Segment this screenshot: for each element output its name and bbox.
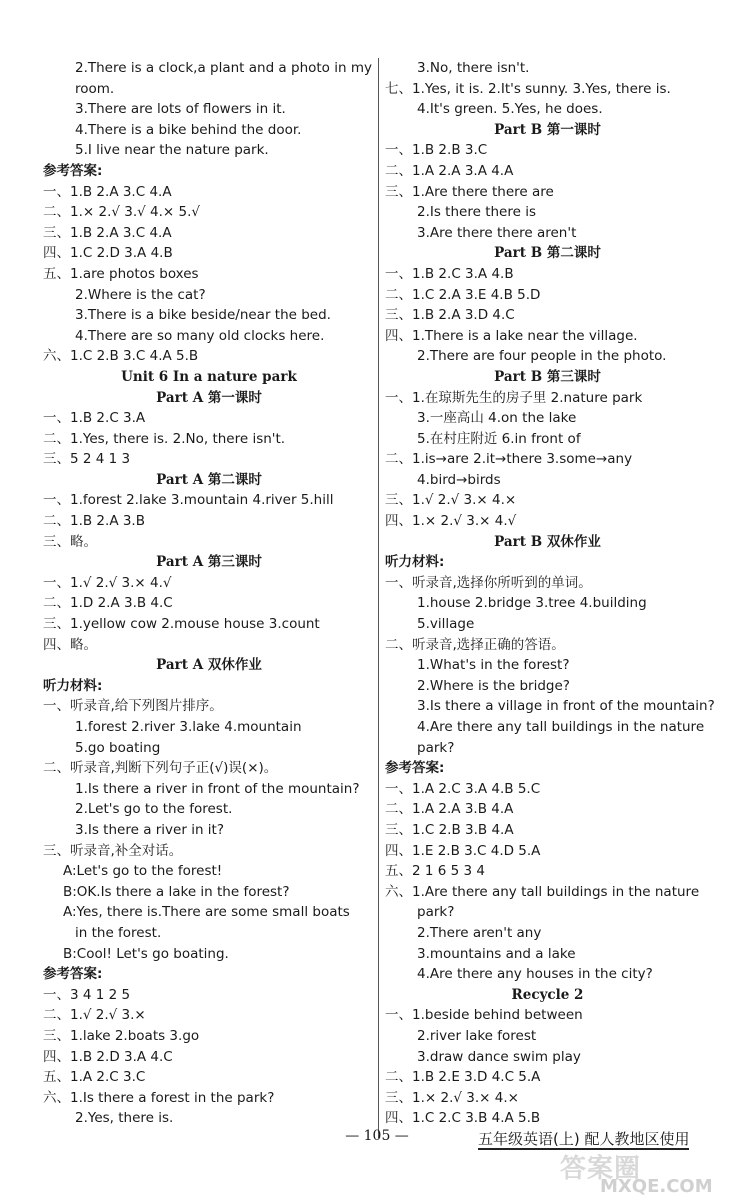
answer-line: 2.There is a clock,a plant and a photo in my <box>75 60 372 76</box>
column-divider <box>378 58 379 1138</box>
answer-line: 一、听录音,给下列图片排序。 <box>43 698 223 715</box>
answer-line: 一、1.√ 2.√ 3.× 4.√ <box>43 574 172 591</box>
answer-line: 三、1.Are there there are <box>385 183 554 200</box>
answer-line: 三、1.B 2.A 3.D 4.C <box>385 307 515 324</box>
answer-line: 三、1.C 2.B 3.B 4.A <box>385 821 514 838</box>
answer-line: 二、听录音,选择正确的答语。 <box>385 636 565 653</box>
section-heading: Part B 第三课时 <box>494 368 601 385</box>
answer-line: 2.river lake forest <box>417 1027 537 1044</box>
answer-line: A:Yes, there is.There are some small boats <box>63 904 350 921</box>
section-heading: Part A 双休作业 <box>156 657 262 674</box>
answer-line: 三、1.B 2.A 3.C 4.A <box>43 224 172 241</box>
answer-line: 五、1.A 2.C 3.C <box>43 1069 146 1086</box>
answer-line: 2.Let's go to the forest. <box>75 801 233 818</box>
answer-line: 三、1.yellow cow 2.mouse house 3.count <box>43 616 320 633</box>
answer-line: park? <box>417 904 455 921</box>
watermark-site: MXQE.COM <box>600 1176 713 1197</box>
answer-line: B:OK.Is there a lake in the forest? <box>63 883 290 900</box>
answer-line: 六、1.C 2.B 3.C 4.A 5.B <box>43 348 199 365</box>
answer-line: 5.go boating <box>75 739 161 756</box>
answer-line: park? <box>417 739 455 756</box>
left-column <box>43 58 375 1129</box>
answer-line: 一、1.forest 2.lake 3.mountain 4.river 5.hill <box>43 492 334 509</box>
answer-line: 一、1.A 2.C 3.A 4.B 5.C <box>385 780 541 797</box>
answer-line: 四、1.C 2.D 3.A 4.B <box>43 245 173 262</box>
answer-line: 3.Is there a village in front of the mountain? <box>417 698 715 715</box>
answer-line: 四、1.× 2.√ 3.× 4.√ <box>385 513 517 530</box>
answer-line: 听力材料: <box>43 677 103 694</box>
right-column <box>385 58 715 1129</box>
answer-line: 二、1.√ 2.√ 3.× <box>43 1007 146 1024</box>
section-heading: Recycle 2 <box>511 986 584 1003</box>
answer-line: 3.There is a bike beside/near the bed. <box>75 307 331 324</box>
section-heading: Unit 6 In a nature park <box>121 368 297 385</box>
section-heading: Part A 第一课时 <box>156 389 262 406</box>
answer-line: 2.Is there there is <box>417 204 536 221</box>
answer-line: 1.What's in the forest? <box>417 657 570 674</box>
book-subject-label <box>478 1128 689 1149</box>
answer-line: 参考答案: <box>43 966 103 983</box>
section-heading: Part B 第一课时 <box>494 121 601 138</box>
answer-line: 5.在村庄附近 6.in front of <box>417 430 581 447</box>
answer-line: 1.forest 2.river 3.lake 4.mountain <box>75 719 302 735</box>
answer-line: 四、略。 <box>43 636 97 653</box>
answer-line: A:Let's go to the forest! <box>63 863 223 880</box>
answer-line: 一、1.B 2.B 3.C <box>385 142 488 159</box>
answer-line: 5.I live near the nature park. <box>75 142 269 159</box>
answer-line: 一、3 4 1 2 5 <box>43 986 131 1003</box>
answer-line: 四、1.There is a lake near the village. <box>385 327 638 344</box>
answer-line: 听力材料: <box>385 554 445 571</box>
answer-line: 三、1.√ 2.√ 3.× 4.× <box>385 492 517 509</box>
answer-line: 四、1.B 2.D 3.A 4.C <box>43 1048 173 1065</box>
answer-line: 二、1.B 2.E 3.D 4.C 5.A <box>385 1069 541 1086</box>
answer-line: 六、1.Are there any tall buildings in the nature <box>385 883 700 900</box>
answer-line: 1.Is there a river in front of the mountain? <box>75 780 360 797</box>
answer-line: 四、1.E 2.B 3.C 4.D 5.A <box>385 842 541 859</box>
answer-line: 2.There are four people in the photo. <box>417 348 667 365</box>
answer-line: 3.Is there a river in it? <box>75 821 225 838</box>
section-heading: Part B 第二课时 <box>494 245 601 262</box>
answer-line: 3.draw dance swim play <box>417 1048 581 1065</box>
watermark-brand: 答案圈 <box>560 1154 642 1184</box>
answer-line: 二、1.B 2.A 3.B <box>43 513 145 530</box>
section-heading: Part B 双休作业 <box>494 533 601 550</box>
answer-line: 六、1.Is there a forest in the park? <box>43 1089 275 1106</box>
answer-line: 一、1.B 2.A 3.C 4.A <box>43 183 172 200</box>
answer-line: 三、5 2 4 1 3 <box>43 451 131 468</box>
answer-line: 2.There aren't any <box>417 924 542 941</box>
answer-line: 3.一座高山 4.on the lake <box>417 410 577 427</box>
answer-line: 五、2 1 6 5 3 4 <box>385 863 485 880</box>
answer-line: 4.Are there any houses in the city? <box>417 966 653 983</box>
answer-line: B:Cool! Let's go boating. <box>63 945 229 962</box>
answer-line: 一、1.B 2.C 3.A <box>43 410 146 427</box>
answer-line: 二、1.A 2.A 3.A 4.A <box>385 162 514 179</box>
answer-line: 一、听录音,选择你所听到的单词。 <box>385 574 592 591</box>
answer-line: 参考答案: <box>385 760 445 777</box>
answer-line: 3.Are there there aren't <box>417 224 577 241</box>
answer-line: 七、1.Yes, it is. 2.It's sunny. 3.Yes, there is. <box>385 80 671 97</box>
answer-line: 4.It's green. 5.Yes, he does. <box>417 101 603 118</box>
answer-line: room. <box>75 80 115 97</box>
answer-line: 二、1.D 2.A 3.B 4.C <box>43 595 173 612</box>
answer-line: 参考答案: <box>43 162 103 179</box>
answer-line: 3.No, there isn't. <box>417 60 530 76</box>
answer-line: 一、1.B 2.C 3.A 4.B <box>385 265 514 282</box>
answer-line: 二、1.C 2.A 3.E 4.B 5.D <box>385 286 541 303</box>
answer-line: 三、1.lake 2.boats 3.go <box>43 1027 200 1044</box>
answer-line: 3.There are lots of flowers in it. <box>75 101 286 118</box>
answer-line: 1.house 2.bridge 3.tree 4.building <box>417 595 647 612</box>
answer-line: 2.Where is the bridge? <box>417 677 570 694</box>
answer-line: 一、1.在琼斯先生的房子里 2.nature park <box>385 389 643 406</box>
book-subject-text: 五年级英语(上) 配人教地区使用 <box>478 1130 690 1148</box>
answer-line: 一、1.beside behind between <box>385 1007 583 1024</box>
answer-line: 二、1.is→are 2.it→there 3.some→any <box>385 451 633 468</box>
answer-line: 五、1.are photos boxes <box>43 265 199 282</box>
answer-line: 4.There are so many old clocks here. <box>75 327 325 344</box>
answer-line: 三、听录音,补全对话。 <box>43 842 183 859</box>
page-number: — 105 — <box>345 1128 409 1144</box>
answer-line: 4.There is a bike behind the door. <box>75 121 302 138</box>
answer-line: 二、1.Yes, there is. 2.No, there isn't. <box>43 430 286 447</box>
answer-line: 2.Where is the cat? <box>75 286 206 303</box>
answer-line: 2.Yes, there is. <box>75 1110 174 1127</box>
answer-line: 四、1.C 2.C 3.B 4.A 5.B <box>385 1110 541 1127</box>
answer-line: in the forest. <box>75 924 162 941</box>
section-heading: Part A 第二课时 <box>156 471 262 488</box>
answer-line: 3.mountains and a lake <box>417 945 576 962</box>
answer-line: 三、1.× 2.√ 3.× 4.× <box>385 1089 519 1106</box>
answer-line: 5.village <box>417 616 475 633</box>
answer-line: 4.bird→birds <box>417 471 501 488</box>
answer-line: 三、略。 <box>43 533 97 550</box>
answer-line: 4.Are there any tall buildings in the nature <box>417 719 705 735</box>
section-heading: Part A 第三课时 <box>156 554 262 571</box>
answer-line: 二、1.A 2.A 3.B 4.A <box>385 801 514 818</box>
answer-line: 二、1.× 2.√ 3.√ 4.× 5.√ <box>43 204 200 221</box>
answer-line: 二、听录音,判断下列句子正(√)误(×)。 <box>43 760 278 777</box>
